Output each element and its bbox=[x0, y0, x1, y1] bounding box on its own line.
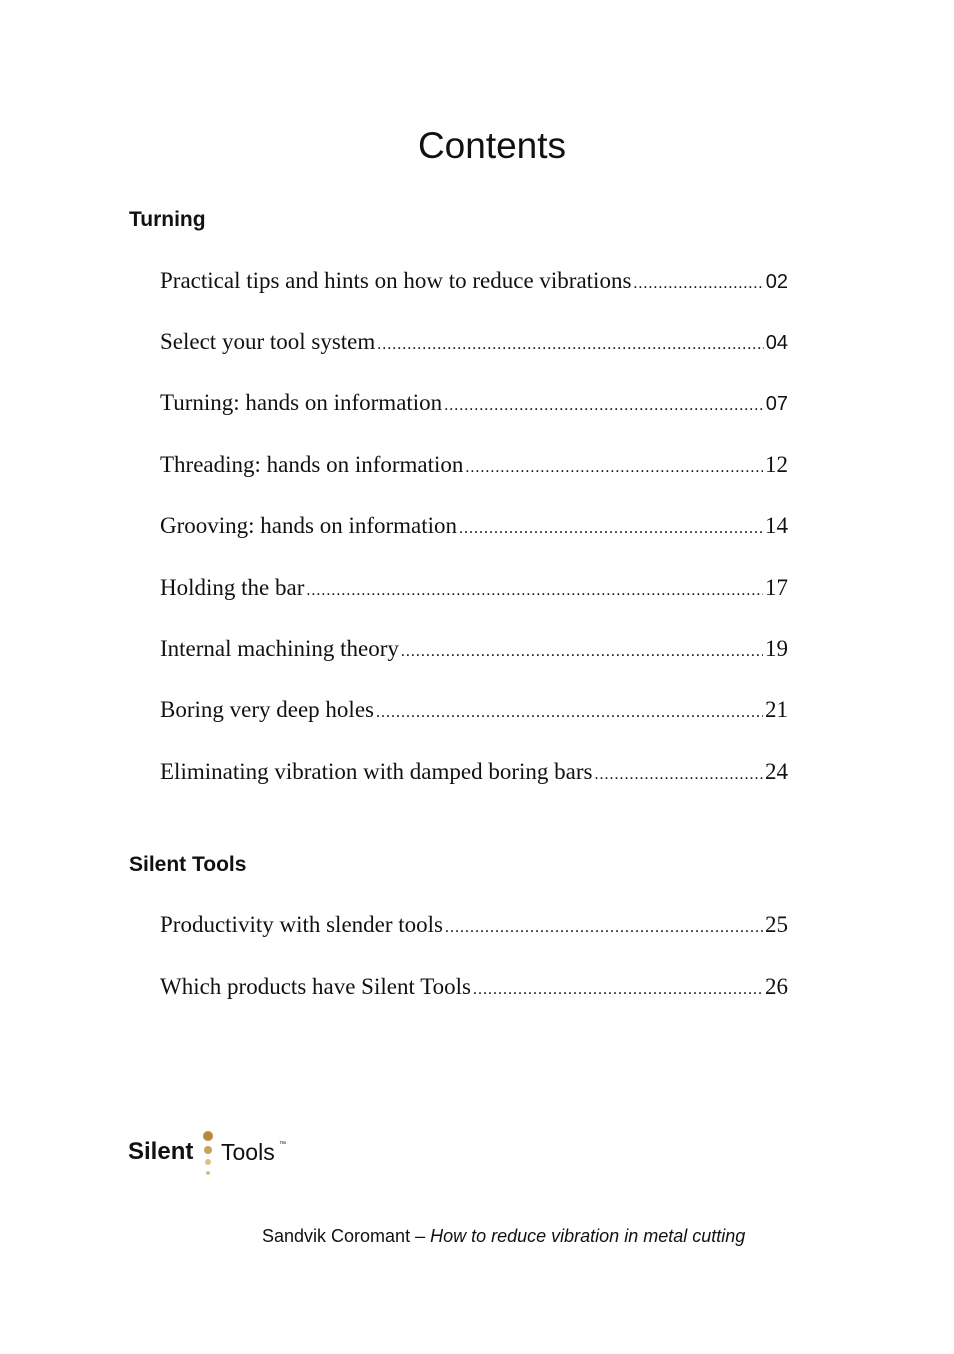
toc-entry-page: 26 bbox=[765, 974, 788, 999]
footer-subtitle: How to reduce vibration in metal cutting bbox=[430, 1226, 746, 1246]
toc-entry[interactable] bbox=[160, 513, 788, 543]
dot-leader bbox=[376, 704, 763, 722]
logo-word-tools: Tools bbox=[221, 1139, 275, 1165]
toc-entry-title: Select your tool system bbox=[160, 329, 376, 354]
toc-entry-title: Boring very deep holes bbox=[160, 697, 374, 722]
toc-entry-page: 04 bbox=[765, 332, 788, 354]
toc-entry-page: 14 bbox=[765, 513, 788, 538]
toc-entry-title: Productivity with slender tools bbox=[160, 912, 444, 937]
toc-entry-title: Grooving: hands on information bbox=[160, 513, 458, 538]
silent-tools-logo bbox=[128, 1128, 328, 1180]
toc-entry-title: Turning: hands on information bbox=[160, 390, 443, 415]
toc-entry-page: 12 bbox=[765, 452, 788, 477]
dot-leader bbox=[377, 336, 763, 354]
toc-entry-page: 17 bbox=[765, 575, 788, 600]
toc-entry[interactable] bbox=[160, 912, 788, 942]
dot-leader bbox=[594, 766, 763, 784]
trademark-symbol: ™ bbox=[279, 1141, 286, 1148]
section-heading-silent-tools: Silent Tools bbox=[129, 853, 247, 876]
logo-dots-icon bbox=[202, 1130, 214, 1178]
toc-entry[interactable] bbox=[160, 452, 788, 482]
toc-entry-title: Internal machining theory bbox=[160, 636, 399, 661]
toc-entry-title: Which products have Silent Tools bbox=[160, 974, 471, 999]
dot-leader bbox=[473, 981, 763, 999]
toc-entry[interactable] bbox=[160, 390, 788, 420]
dot-leader bbox=[401, 643, 763, 661]
toc-entry-page: 24 bbox=[765, 759, 788, 784]
toc-entry-page: 07 bbox=[765, 393, 788, 415]
toc-entry-title: Threading: hands on information bbox=[160, 452, 464, 477]
dot-leader bbox=[633, 275, 763, 293]
section-heading-turning: Turning bbox=[129, 208, 206, 231]
toc-entry[interactable] bbox=[160, 974, 788, 1004]
dot-leader bbox=[445, 919, 763, 937]
toc-entry-title: Holding the bar bbox=[160, 575, 305, 600]
dot-leader bbox=[444, 397, 764, 415]
dot-leader bbox=[465, 459, 763, 477]
toc-entry[interactable] bbox=[160, 268, 788, 298]
toc-entry-page: 02 bbox=[765, 271, 788, 293]
toc-entry[interactable] bbox=[160, 636, 788, 666]
toc-entry[interactable] bbox=[160, 697, 788, 727]
logo-word-silent: Silent bbox=[128, 1138, 194, 1165]
toc-entry-title: Eliminating vibration with damped boring bars bbox=[160, 759, 593, 784]
toc-entry[interactable] bbox=[160, 329, 788, 359]
footer bbox=[262, 1226, 745, 1247]
toc-entry[interactable] bbox=[160, 575, 788, 605]
toc-entry-page: 25 bbox=[765, 912, 788, 937]
footer-brand: Sandvik Coromant – bbox=[262, 1226, 431, 1246]
toc-entry[interactable] bbox=[160, 759, 788, 789]
toc-entry-title: Practical tips and hints on how to reduce vibrations bbox=[160, 268, 632, 293]
toc-entry-page: 19 bbox=[765, 636, 788, 661]
toc-entry-page: 21 bbox=[765, 697, 788, 722]
dot-leader bbox=[459, 520, 763, 538]
page-title: Contents bbox=[417, 124, 567, 166]
dot-leader bbox=[306, 582, 763, 600]
